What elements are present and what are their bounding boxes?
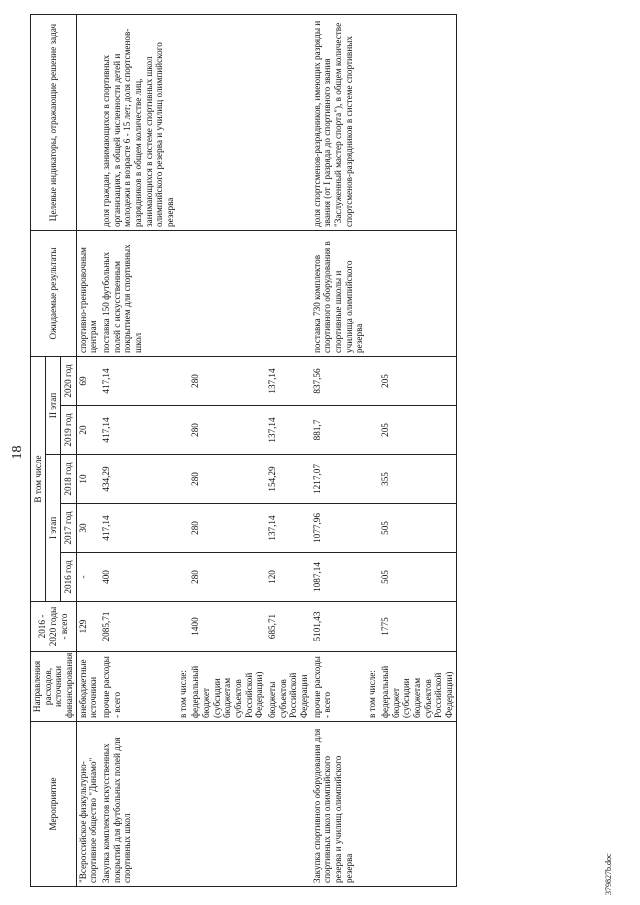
cell-2017: 417,14 [100, 504, 177, 553]
header-year-2017: 2017 год [61, 504, 76, 553]
cell-total [177, 602, 190, 652]
cell-2020 [177, 357, 190, 406]
cell-direction: внебюджетные источники [76, 652, 100, 722]
table-row [311, 15, 366, 887]
cell-event [379, 722, 456, 887]
cell-direction: в том числе: [366, 652, 379, 722]
cell-event: Закупка комплектов искусственных покрытий для футбольных полей для спортивных школ [100, 722, 177, 887]
cell-2017: 30 [76, 504, 100, 553]
cell-results: поставка 150 футбольных полей с искусственным покрытием для спортивных школ [100, 231, 177, 357]
cell-indicators [177, 15, 190, 231]
cell-total: 5101,43 [311, 602, 366, 652]
header-results: Ожидаемые результаты [31, 231, 77, 357]
cell-results [266, 231, 311, 357]
cell-2016: 400 [100, 553, 177, 602]
cell-2020: 69 [76, 357, 100, 406]
cell-2016: 120 [266, 553, 311, 602]
header-year-2020: 2020 год [61, 357, 76, 406]
cell-indicators [266, 15, 311, 231]
header-total: 2016 - 2020 годы - всего [31, 602, 77, 652]
cell-2018 [366, 455, 379, 504]
cell-total: 129 [76, 602, 100, 652]
cell-2019: 137,14 [266, 406, 311, 455]
header-stage-1: I этап [46, 455, 61, 602]
cell-2017: 1077,96 [311, 504, 366, 553]
header-event: Мероприятие [31, 722, 77, 887]
document-code: 379827b.doc [604, 853, 613, 895]
cell-2019: 280 [189, 406, 266, 455]
cell-indicators: доля спортсменов-разрядников, имеющих разряды и звания (от I разряда до спортивного звания "Заслуженный мастер спорта"), в общем количестве спортсменов-разрядников в системе спортивных [311, 15, 366, 231]
cell-total: 1400 [189, 602, 266, 652]
table-row [76, 15, 100, 887]
cell-2020: 137,14 [266, 357, 311, 406]
cell-direction: федеральный бюджет (субсидии бюджетам субъектов Российской Федерации) [189, 652, 266, 722]
header-row [31, 15, 46, 887]
header-in-total: В том числе [31, 357, 46, 602]
cell-2017: 505 [379, 504, 456, 553]
financing-table [30, 14, 457, 887]
cell-indicators [366, 15, 379, 231]
header-year-2019: 2019 год [61, 406, 76, 455]
cell-event: Закупка спортивного оборудования для спортивных школ олимпийского резерва и училищ олимпийского резерва [311, 722, 366, 887]
cell-event [189, 722, 266, 887]
cell-2020 [366, 357, 379, 406]
cell-total: 1775 [379, 602, 456, 652]
cell-2019: 20 [76, 406, 100, 455]
cell-2018: 355 [379, 455, 456, 504]
cell-direction: бюджеты субъектов Российской Федерации [266, 652, 311, 722]
header-indicators: Целевые индикаторы, отражающие решение задач [31, 15, 77, 231]
cell-indicators: доля граждан, занимающихся в спортивных организациях, в общей численности детей и молодежи в возрасте 6 - 15 лет; доля спортсменов-разрядников в общем количестве лиц, занимающихся в системе спортивных школ олимпийского резерва и училищ олимпийского резерва [100, 15, 177, 231]
cell-results [177, 231, 190, 357]
cell-2017 [177, 504, 190, 553]
cell-direction: в том числе: [177, 652, 190, 722]
cell-event: "Всероссийское физкультурно-спортивное общество "Динамо" [76, 722, 100, 887]
cell-results: поставка 730 комплектов спортивного оборудования в спортивные школы и училища олимпийского резерва [311, 231, 366, 357]
cell-2020: 837,56 [311, 357, 366, 406]
cell-event [366, 722, 379, 887]
cell-2019: 417,14 [100, 406, 177, 455]
cell-2018: 280 [189, 455, 266, 504]
cell-results [379, 231, 456, 357]
cell-2020: 280 [189, 357, 266, 406]
cell-2017: 280 [189, 504, 266, 553]
cell-2017: 137,14 [266, 504, 311, 553]
cell-event [266, 722, 311, 887]
header-year-2018: 2018 год [61, 455, 76, 504]
cell-2019: 881,7 [311, 406, 366, 455]
header-year-2016: 2016 год [61, 553, 76, 602]
cell-indicators [189, 15, 266, 231]
table-row [100, 15, 177, 887]
cell-results [366, 231, 379, 357]
cell-2019 [177, 406, 190, 455]
cell-indicators [76, 15, 100, 231]
cell-2016 [366, 553, 379, 602]
table-row [189, 15, 266, 887]
cell-2018 [177, 455, 190, 504]
cell-2016: - [76, 553, 100, 602]
cell-2019: 205 [379, 406, 456, 455]
cell-total [366, 602, 379, 652]
cell-2018: 434,29 [100, 455, 177, 504]
cell-2018: 10 [76, 455, 100, 504]
cell-2017 [366, 504, 379, 553]
cell-2020: 417,14 [100, 357, 177, 406]
cell-event [177, 722, 190, 887]
cell-direction: прочие расходы - всего [100, 652, 177, 722]
cell-2018: 1217,07 [311, 455, 366, 504]
cell-total: 2085,71 [100, 602, 177, 652]
table-row [379, 15, 456, 887]
cell-2019 [366, 406, 379, 455]
cell-total: 685,71 [266, 602, 311, 652]
cell-direction: федеральный бюджет (субсидии бюджетам субъектов Российской Федерации) [379, 652, 456, 722]
header-direction: Направления расходов, источники финансирования [31, 652, 77, 722]
page-number: 18 [10, 445, 25, 460]
cell-2020: 205 [379, 357, 456, 406]
table-row [266, 15, 311, 887]
cell-2016 [177, 553, 190, 602]
cell-results [189, 231, 266, 357]
cell-2018: 154,29 [266, 455, 311, 504]
cell-2016: 280 [189, 553, 266, 602]
cell-2016: 1087,14 [311, 553, 366, 602]
cell-results: спортивно-тренировочным центрам [76, 231, 100, 357]
cell-indicators [379, 15, 456, 231]
header-stage-2: II этап [46, 357, 61, 455]
table-row [366, 15, 379, 887]
cell-2016: 505 [379, 553, 456, 602]
table-row [177, 15, 190, 887]
cell-direction: прочие расходы - всего [311, 652, 366, 722]
